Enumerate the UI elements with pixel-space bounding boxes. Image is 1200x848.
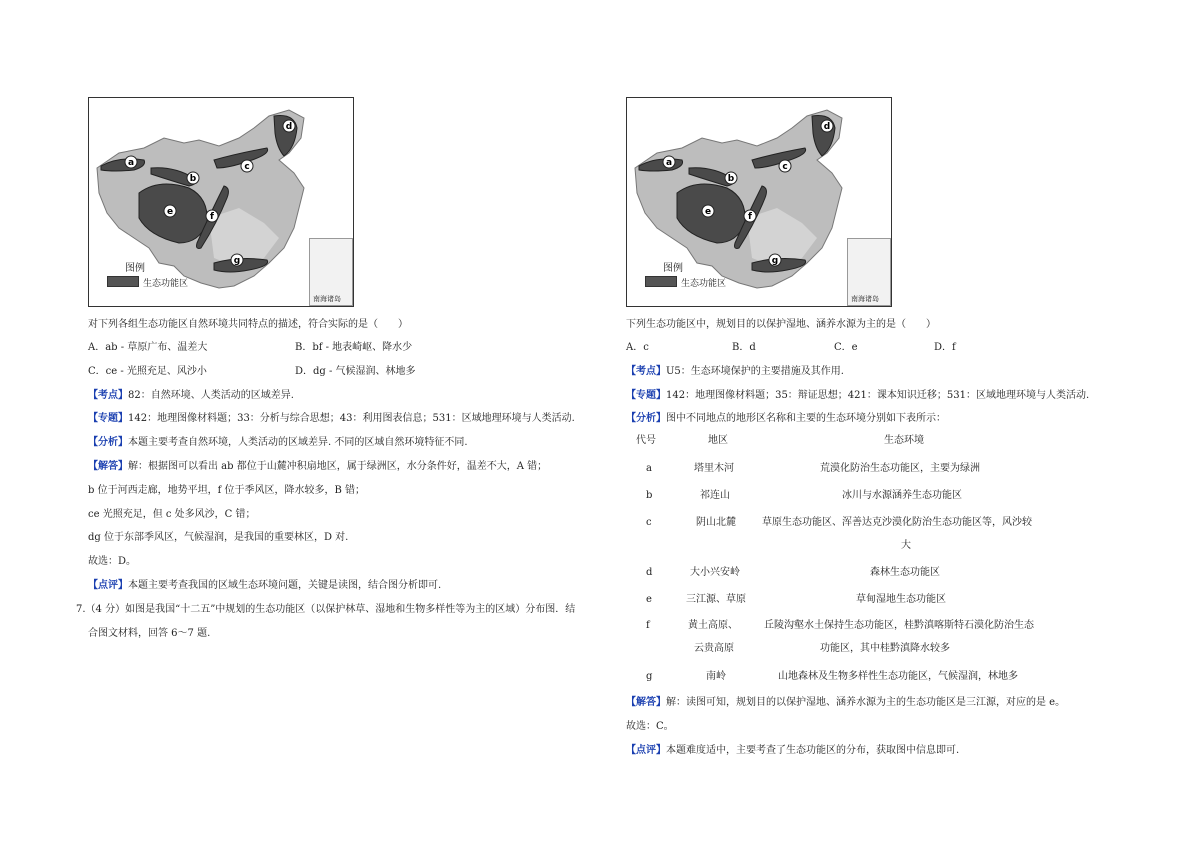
table-header-region: 地区 (708, 435, 728, 446)
table-cell-code: g (646, 671, 653, 682)
kaodian-row (626, 365, 844, 379)
option-a: A．ab - 草原广布、温差大 (88, 342, 208, 353)
zone-label-g: g (233, 256, 241, 266)
kaodian-text: 82：自然环境、人类活动的区域差异. (128, 390, 294, 401)
dianping-text: 本题主要考查我国的区域生态环境问题，关键是读图，结合图分析即可. (128, 580, 442, 591)
table-cell-env: 森林生态功能区 (870, 567, 940, 578)
dianping-row (88, 579, 441, 593)
jieda-text: 解：读图可知，规划目的以保护湿地、涵养水源为主的生态功能区是三江源，对应的是 e。 (666, 697, 1066, 708)
answer-text: 故选：D。 (88, 556, 137, 567)
jieda-text-1: 解：根据图可以看出 ab 都位于山麓冲积扇地区，属于绿洲区，水分条件好，温差不大，A 错； (128, 461, 548, 472)
table-cell-code: a (646, 463, 652, 474)
ecological-zone-table (626, 434, 1096, 692)
zone-label-f: f (210, 212, 214, 222)
zone-label-g: g (771, 256, 779, 266)
kaodian-tag: 【考点】 (88, 390, 128, 401)
jieda-row (88, 460, 547, 474)
jieda-text-2: b 位于河西走廊，地势平坦，f 位于季风区，降水较多，B 错； (88, 485, 365, 496)
table-cell-region: 南岭 (706, 671, 726, 682)
table-cell-code: f (646, 620, 650, 631)
table-header-env: 生态环境 (884, 435, 924, 446)
jieda-text-4: dg 位于东部季风区，气候湿润，是我国的重要林区，D 对. (88, 532, 349, 543)
q7-intro-line2: 合图文材料，回答 6～7 题. (88, 628, 211, 639)
zone-label-c: c (782, 162, 788, 172)
zone-label-a: a (127, 158, 135, 168)
zone-label-a: a (665, 158, 673, 168)
dianping-tag: 【点评】 (88, 580, 128, 591)
zhuanti-text: 142：地理图像材料题；33：分析与综合思想；43：利用图表信息；531：区域地理环境与人类活动. (128, 413, 575, 424)
zone-label-b: b (727, 174, 735, 184)
option-c: C．ce - 光照充足、风沙小 (88, 366, 207, 377)
table-cell-region: 阴山北麓 (696, 517, 736, 528)
legend-swatch (107, 276, 139, 287)
table-cell-env: 丘陵沟壑水土保持生态功能区，桂黔滇喀斯特石漠化防治生态 (764, 620, 1034, 631)
fenxi-tag: 【分析】 (88, 437, 128, 448)
legend-title: 图例 (125, 263, 145, 274)
q6-question: 对下列各组生态功能区自然环境共同特点的描述，符合实际的是（ ） (88, 319, 408, 330)
legend-title: 图例 (663, 263, 683, 274)
option-b: B．bf - 地表崎岖、降水少 (295, 342, 413, 353)
table-cell-env-cont: 功能区，其中桂黔滇降水较多 (820, 643, 950, 654)
fenxi-row (626, 412, 946, 426)
legend-swatch (645, 276, 677, 287)
kaodian-tag: 【考点】 (626, 366, 666, 377)
zone-label-f: f (748, 212, 752, 222)
dianping-tag: 【点评】 (626, 745, 666, 756)
zhuanti-row (626, 389, 1089, 403)
zone-label-e: e (166, 207, 174, 217)
dianping-row (626, 744, 959, 758)
left-map-figure (88, 97, 354, 307)
fenxi-text: 本题主要考查自然环境，人类活动的区域差异. 不同的区域自然环境特征不同. (128, 437, 468, 448)
zone-label-c: c (244, 162, 250, 172)
legend-label: 生态功能区 (681, 279, 727, 289)
zhuanti-text: 142：地理图像材料题；35：辩证思想；421：课本知识迁移；531：区域地理环境与人类活动. (666, 390, 1090, 401)
jieda-text-3: ce 光照充足，但 c 处多风沙，C 错； (88, 509, 256, 520)
table-header-code: 代号 (636, 435, 656, 446)
inset-label: 南海诸岛 (851, 295, 879, 303)
table-cell-region: 黄土高原、 (688, 620, 738, 631)
table-cell-region-cont: 云贵高原 (694, 643, 734, 654)
table-cell-code: d (646, 567, 653, 578)
answer-text: 故选：C。 (626, 721, 674, 732)
q7-intro-line1: 7.（4 分）如图是我国“十二五”中规划的生态功能区（以保护林草、湿地和生物多样性等为主的区域）分布图．结 (76, 604, 576, 615)
right-map-figure (626, 97, 892, 307)
kaodian-text: U5：生态环境保护的主要措施及其作用. (666, 366, 844, 377)
table-cell-env: 冰川与水源涵养生态功能区 (842, 490, 962, 501)
option-d: D．f (934, 342, 956, 353)
jieda-tag: 【解答】 (88, 461, 128, 472)
table-cell-code: c (646, 517, 652, 528)
fenxi-tag: 【分析】 (626, 413, 666, 424)
table-cell-region: 三江源、草原 (686, 594, 746, 605)
table-cell-code: e (646, 594, 652, 605)
zone-label-d: d (823, 122, 831, 132)
table-cell-env: 草甸湿地生态功能区 (856, 594, 946, 605)
zhuanti-tag: 【专题】 (626, 390, 666, 401)
zhuanti-tag: 【专题】 (88, 413, 128, 424)
zone-label-d: d (285, 122, 293, 132)
q7-question: 下列生态功能区中，规划目的以保护湿地、涵养水源为主的是（ ） (626, 319, 936, 330)
zone-label-e: e (704, 207, 712, 217)
table-cell-region: 祁连山 (700, 490, 730, 501)
kaodian-row (88, 389, 294, 403)
table-cell-env: 草原生态功能区、浑善达克沙漠化防治生态功能区等，风沙较 (762, 517, 1032, 528)
table-cell-env: 山地森林及生物多样性生态功能区，气候湿润，林地多 (778, 671, 1018, 682)
fenxi-text: 图中不同地点的地形区名称和主要的生态环境分别如下表所示： (666, 413, 946, 424)
jieda-tag: 【解答】 (626, 697, 666, 708)
legend-label: 生态功能区 (143, 279, 189, 289)
option-b: B．d (732, 342, 756, 353)
jieda-row (626, 696, 1065, 710)
fenxi-row (88, 436, 468, 450)
inset-label: 南海诸岛 (313, 295, 341, 303)
table-cell-env: 荒漠化防治生态功能区，主要为绿洲 (820, 463, 980, 474)
table-cell-code: b (646, 490, 653, 501)
option-d: D．dg - 气候湿润、林地多 (295, 366, 416, 377)
zhuanti-row (88, 412, 575, 426)
dianping-text: 本题难度适中，主要考查了生态功能区的分布，获取图中信息即可. (666, 745, 960, 756)
option-a: A．c (626, 342, 649, 353)
table-cell-region: 大小兴安岭 (690, 567, 740, 578)
table-cell-region: 塔里木河 (694, 463, 734, 474)
option-c: C．e (834, 342, 858, 353)
zone-label-b: b (189, 174, 197, 184)
table-cell-env-cont: 大 (901, 540, 911, 551)
